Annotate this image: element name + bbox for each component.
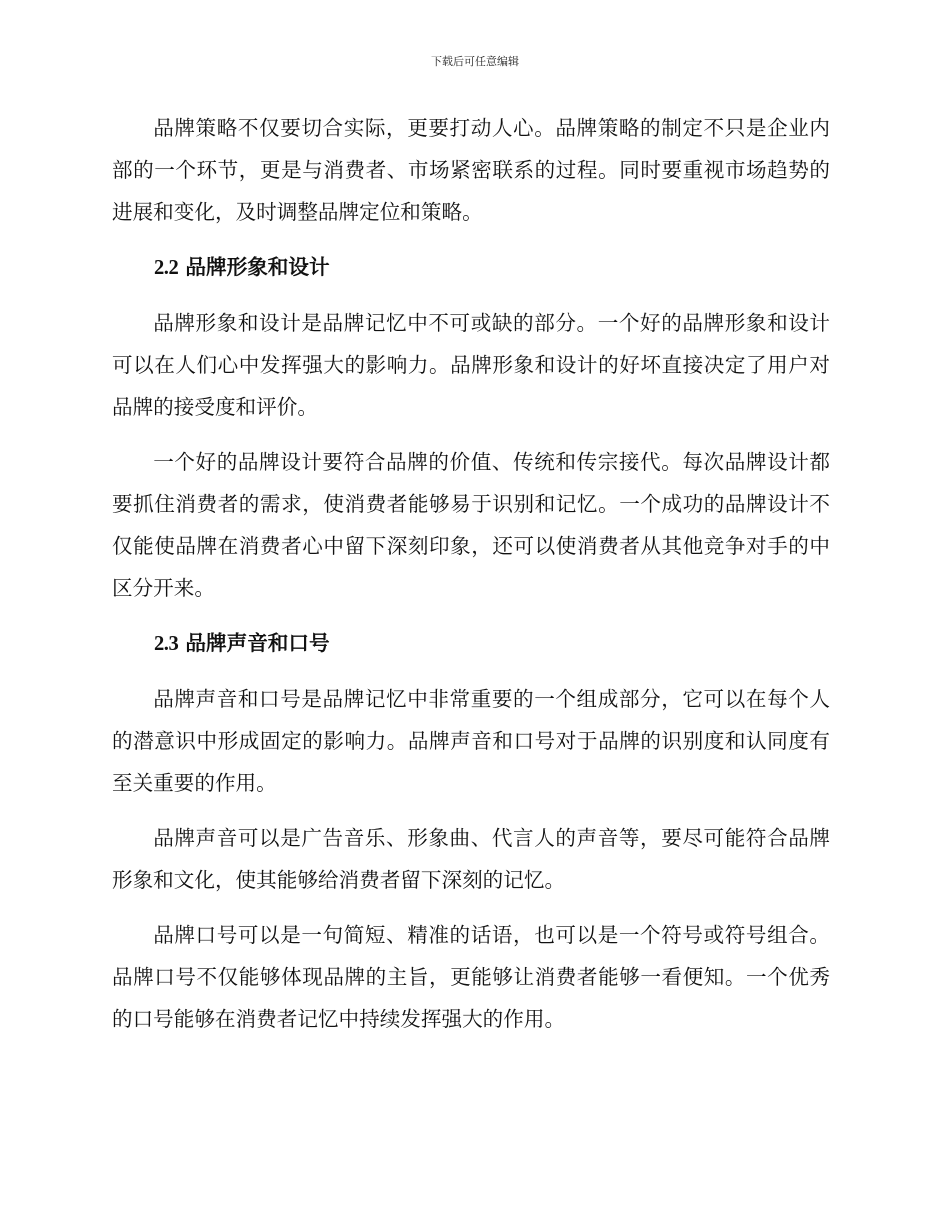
paragraph: 品牌策略不仅要切合实际，更要打动人心。品牌策略的制定不只是企业内部的一个环节，更是与消费者、市场紧密联系的过程。同时要重视市场趋势的进展和变化，及时调整品牌定位和策略。 — [112, 116, 830, 224]
document-body — [112, 107, 830, 1053]
section-number: 2.3 — [154, 633, 179, 655]
section-title: 品牌声音和口号 — [185, 631, 330, 655]
section-heading — [112, 622, 830, 665]
section-title: 品牌形象和设计 — [185, 255, 330, 279]
section-number: 2.2 — [154, 257, 179, 279]
paragraph: 一个好的品牌设计要符合品牌的价值、传统和传宗接代。每次品牌设计都要抓住消费者的需求，使消费者能够易于识别和记忆。一个成功的品牌设计不仅能使品牌在消费者心中留下深刻印象，还可以使消费者从其他竞争对手的中区分开来。 — [112, 450, 830, 600]
page-header: 下载后可任意编辑 — [431, 55, 519, 68]
paragraph: 品牌形象和设计是品牌记忆中不可或缺的部分。一个好的品牌形象和设计可以在人们心中发挥强大的影响力。品牌形象和设计的好坏直接决定了用户对品牌的接受度和评价。 — [112, 311, 830, 419]
paragraph: 品牌声音和口号是品牌记忆中非常重要的一个组成部分，它可以在每个人的潜意识中形成固定的影响力。品牌声音和口号对于品牌的识别度和认同度有至关重要的作用。 — [112, 687, 830, 795]
paragraph: 品牌口号可以是一句简短、精准的话语，也可以是一个符号或符号组合。品牌口号不仅能够体现品牌的主旨，更能够让消费者能够一看便知。一个优秀的口号能够在消费者记忆中持续发挥强大的作用。 — [112, 923, 830, 1031]
paragraph: 品牌声音可以是广告音乐、形象曲、代言人的声音等，要尽可能符合品牌形象和文化，使其能够给消费者留下深刻的记忆。 — [112, 826, 830, 892]
section-heading — [112, 246, 830, 289]
